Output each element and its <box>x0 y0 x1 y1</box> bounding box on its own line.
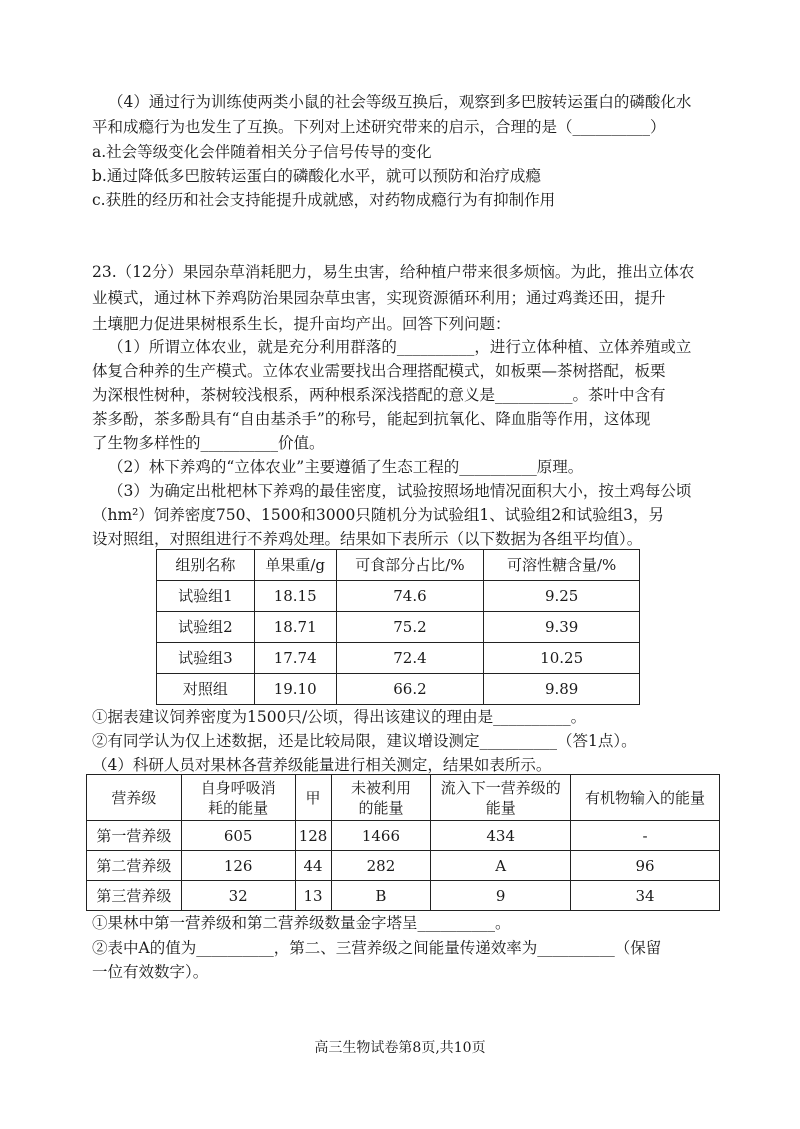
table-cell: 605 <box>181 821 295 851</box>
q23-p1-line2: 体复合种养的生产模式。立体农业需要找出合理搭配模式，如板栗—茶树搭配，板栗 <box>92 362 666 380</box>
q23-p1-line3: 为深根性树种，茶树较浅根系，两种根系深浅搭配的意义是__________。茶叶中含有 <box>92 386 666 404</box>
table-cell: 9.89 <box>484 674 640 705</box>
table-cell: 9.25 <box>484 581 640 612</box>
energy-table <box>86 774 720 911</box>
table-cell: 19.10 <box>254 674 336 705</box>
q23-intro-1: 23.（12分）果园杂草消耗肥力，易生虫害，给种植户带来很多烦恼。为此，推出立体农 <box>92 263 695 281</box>
table-row <box>157 612 640 643</box>
table-header-cell: 甲 <box>295 775 331 821</box>
table-header-cell: 营养级 <box>87 775 182 821</box>
table-cell: A <box>431 851 571 881</box>
table-header-cell: 组别名称 <box>157 550 255 581</box>
table-header-cell: 未被利用的能量 <box>331 775 431 821</box>
q23-p4: （4）科研人员对果林各营养级能量进行相关测定，结果如表所示。 <box>92 756 552 774</box>
table-cell: 282 <box>331 851 431 881</box>
table-header-row <box>87 775 720 821</box>
page-footer: 高三生物试卷第8页,共10页 <box>314 1040 486 1056</box>
table-row <box>87 881 720 911</box>
table-cell: 72.4 <box>336 643 484 674</box>
q23-intro-3: 土壤肥力促进果树根系生长，提升亩均产出。回答下列问题： <box>92 315 511 333</box>
q23-p3-question1: ①据表建议饲养密度为1500只/公顷，得出该建议的理由是__________。 <box>92 708 587 726</box>
q23-p3-question2: ②有同学认为仅上述数据，还是比较局限，建议增设测定__________（答1点）。 <box>92 732 637 750</box>
q23-p1-line4: 茶多酚，茶多酚具有“自由基杀手”的称号，能起到抗氧化、降血脂等作用，这体现 <box>92 410 651 428</box>
table-cell: 第三营养级 <box>87 881 182 911</box>
q23-p2: （2）林下养鸡的“立体农业”主要遵循了生态工程的__________原理。 <box>108 458 584 476</box>
table-cell: 9 <box>431 881 571 911</box>
table-cell: 第二营养级 <box>87 851 182 881</box>
table-cell: 第一营养级 <box>87 821 182 851</box>
table-cell: 9.39 <box>484 612 640 643</box>
table-cell: 96 <box>571 851 720 881</box>
density-results-table <box>156 549 640 705</box>
q23-p3-line3: 设对照组，对照组进行不养鸡处理。结果如下表所示（以下数据为各组平均值）。 <box>92 530 643 548</box>
table-row <box>157 674 640 705</box>
table-cell: 18.71 <box>254 612 336 643</box>
table-header-cell: 单果重/g <box>254 550 336 581</box>
table-cell: 74.6 <box>336 581 484 612</box>
q23-p4-question2-line1: ②表中A的值为__________，第二、三营养级之间能量传递效率为__________（保留 <box>92 939 662 957</box>
q22-option-c: c.获胜的经历和社会支持能提升成就感，对药物成瘾行为有抑制作用 <box>92 191 556 209</box>
q22-option-a: a.社会等级变化会伴随着相关分子信号传导的变化 <box>92 143 432 161</box>
table-row <box>87 821 720 851</box>
table-cell: 18.15 <box>254 581 336 612</box>
table-cell: 34 <box>571 881 720 911</box>
table-cell: 试验组2 <box>157 612 255 643</box>
table-cell: - <box>571 821 720 851</box>
table-cell: 66.2 <box>336 674 484 705</box>
table-cell: 32 <box>181 881 295 911</box>
table-cell: 对照组 <box>157 674 255 705</box>
table-cell: 13 <box>295 881 331 911</box>
table-header-cell: 有机物输入的能量 <box>571 775 720 821</box>
table-cell: 126 <box>181 851 295 881</box>
table-header-cell: 可食部分占比/% <box>336 550 484 581</box>
q22-part4-cont: 平和成瘾行为也发生了互换。下列对上述研究带来的启示，合理的是（__________） <box>92 118 666 136</box>
table-header-cell: 流入下一营养级的能量 <box>431 775 571 821</box>
q22-part4: （4）通过行为训练使两类小鼠的社会等级互换后，观察到多巴胺转运蛋白的磷酸化水 <box>108 93 692 111</box>
q23-intro-2: 业模式，通过林下养鸡防治果园杂草虫害，实现资源循环利用；通过鸡粪还田，提升 <box>92 289 666 307</box>
table-cell: B <box>331 881 431 911</box>
q23-p1-line5: 了生物多样性的__________价值。 <box>92 434 325 452</box>
table-cell: 128 <box>295 821 331 851</box>
q23-p1-line1: （1）所谓立体农业，就是充分利用群落的__________，进行立体种植、立体养殖或立 <box>108 338 692 356</box>
table-cell: 试验组3 <box>157 643 255 674</box>
table-row <box>157 581 640 612</box>
table-header-cell: 可溶性糖含量/% <box>484 550 640 581</box>
q23-p4-question1: ①果林中第一营养级和第二营养级数量金字塔呈__________。 <box>92 914 511 932</box>
table-cell: 试验组1 <box>157 581 255 612</box>
table-row <box>87 851 720 881</box>
table-cell: 434 <box>431 821 571 851</box>
q23-p3-line1: （3）为确定出枇杷林下养鸡的最佳密度，试验按照场地情况面积大小，按土鸡每公顷 <box>108 482 692 500</box>
table-cell: 10.25 <box>484 643 640 674</box>
table-cell: 44 <box>295 851 331 881</box>
table-cell: 75.2 <box>336 612 484 643</box>
table-cell: 1466 <box>331 821 431 851</box>
q23-p4-question2-line2: 一位有效数字）。 <box>92 963 209 981</box>
table-header-row <box>157 550 640 581</box>
q23-p3-line2: （hm²）饲养密度750、1500和3000只随机分为试验组1、试验组2和试验组3，另 <box>92 506 664 524</box>
q22-option-b: b.通过降低多巴胺转运蛋白的磷酸化水平，就可以预防和治疗成瘾 <box>92 167 541 185</box>
table-cell: 17.74 <box>254 643 336 674</box>
table-row <box>157 643 640 674</box>
table-header-cell: 自身呼吸消耗的能量 <box>181 775 295 821</box>
